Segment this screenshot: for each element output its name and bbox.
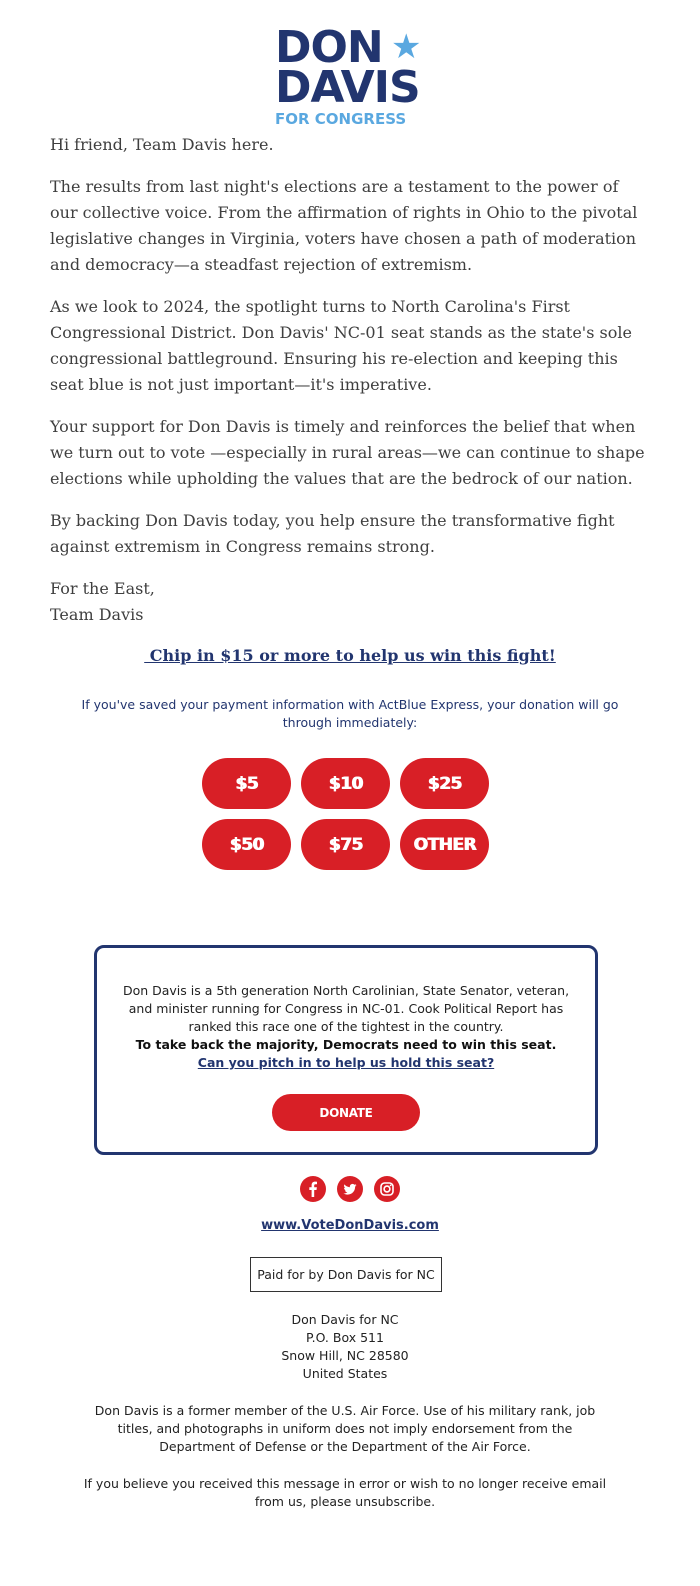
actblue-express-note: If you've saved your payment information with ActBlue Express, your donation will go through immediately: <box>81 697 619 730</box>
unsubscribe-notice[interactable]: If you believe you received this message in error or wish to no longer receive email from us, please unsubscribe. <box>83 1476 607 1509</box>
military-disclaimer: Don Davis is a former member of the U.S. Air Force. Use of his military rank, job titles, and photographs in uniform does not imply endorsement from the Department of Defense or the Department of the Air Force. <box>94 1403 596 1454</box>
social-links <box>0 1176 700 1202</box>
paid-for-disclaimer: Paid for by Don Davis for NC <box>250 1257 442 1292</box>
donate-50-button[interactable]: $50 <box>202 819 291 870</box>
majority-statement: To take back the majority, Democrats need to win this seat. <box>135 1037 557 1052</box>
signoff <box>50 576 650 628</box>
paragraph-support: Your support for Don Davis is timely and reinforces the belief that when we turn out to vote —especially in rural areas—we can continue to shape elections while upholding the values that are the bedrock of our nation. <box>50 417 645 488</box>
instagram-icon[interactable] <box>374 1176 400 1202</box>
twitter-icon[interactable] <box>337 1176 363 1202</box>
candidate-bio: Don Davis is a 5th generation North Carolinian, State Senator, veteran, and minister running for Congress in NC-01. Cook Political Report has ranked this race one of the tightest in the country. <box>122 983 570 1034</box>
star-icon: ★ <box>391 27 422 67</box>
paragraph-backing: By backing Don Davis today, you help ensure the transformative fight against extremism in Congress remains strong. <box>50 511 615 556</box>
address-line-2: Snow Hill, NC 28580 <box>281 1348 409 1363</box>
address-line-1: P.O. Box 511 <box>306 1330 384 1345</box>
donate-75-button[interactable]: $75 <box>301 819 390 870</box>
mailing-address <box>0 1311 690 1383</box>
donate-other-button[interactable]: OTHER <box>400 819 489 870</box>
info-text-block <box>117 982 575 1072</box>
donate-button[interactable]: DONATE <box>272 1094 420 1131</box>
campaign-logo <box>0 22 700 128</box>
paragraph-2024: As we look to 2024, the spotlight turns to North Carolina's First Congressional District. Don Davis' NC-01 seat stands as the state's sole congressional battleground. Ensuring his re-election and keeping this seat blue is not just important—it's imperative. <box>50 297 632 394</box>
signoff-line-2: Team Davis <box>50 605 144 624</box>
letter-body <box>50 132 650 628</box>
chip-in-link[interactable]: Chip in $15 or more to help us win this fight! <box>144 646 556 665</box>
logo-line-davis: DAVIS <box>275 62 420 113</box>
logo-subline: FOR CONGRESS <box>275 110 407 128</box>
facebook-icon[interactable] <box>300 1176 326 1202</box>
paragraph-results: The results from last night's elections are a testament to the power of our collective voice. From the affirmation of rights in Ohio to the pivotal legislative changes in Virginia, voters have chosen a path of moderation and democracy—a steadfast rejection of extremism. <box>50 177 638 274</box>
greeting: Hi friend, Team Davis here. <box>50 135 274 154</box>
donate-5-button[interactable]: $5 <box>202 758 291 809</box>
address-country: United States <box>302 1366 388 1381</box>
donate-25-button[interactable]: $25 <box>400 758 489 809</box>
signoff-line-1: For the East, <box>50 579 155 598</box>
donate-10-button[interactable]: $10 <box>301 758 390 809</box>
website-link[interactable]: www.VoteDonDavis.com <box>261 1218 439 1233</box>
address-name: Don Davis for NC <box>291 1312 399 1327</box>
logo-line-don: DON <box>275 22 383 73</box>
candidate-info-box <box>94 945 598 1155</box>
pitch-in-link[interactable]: Can you pitch in to help us hold this seat? <box>197 1055 495 1070</box>
